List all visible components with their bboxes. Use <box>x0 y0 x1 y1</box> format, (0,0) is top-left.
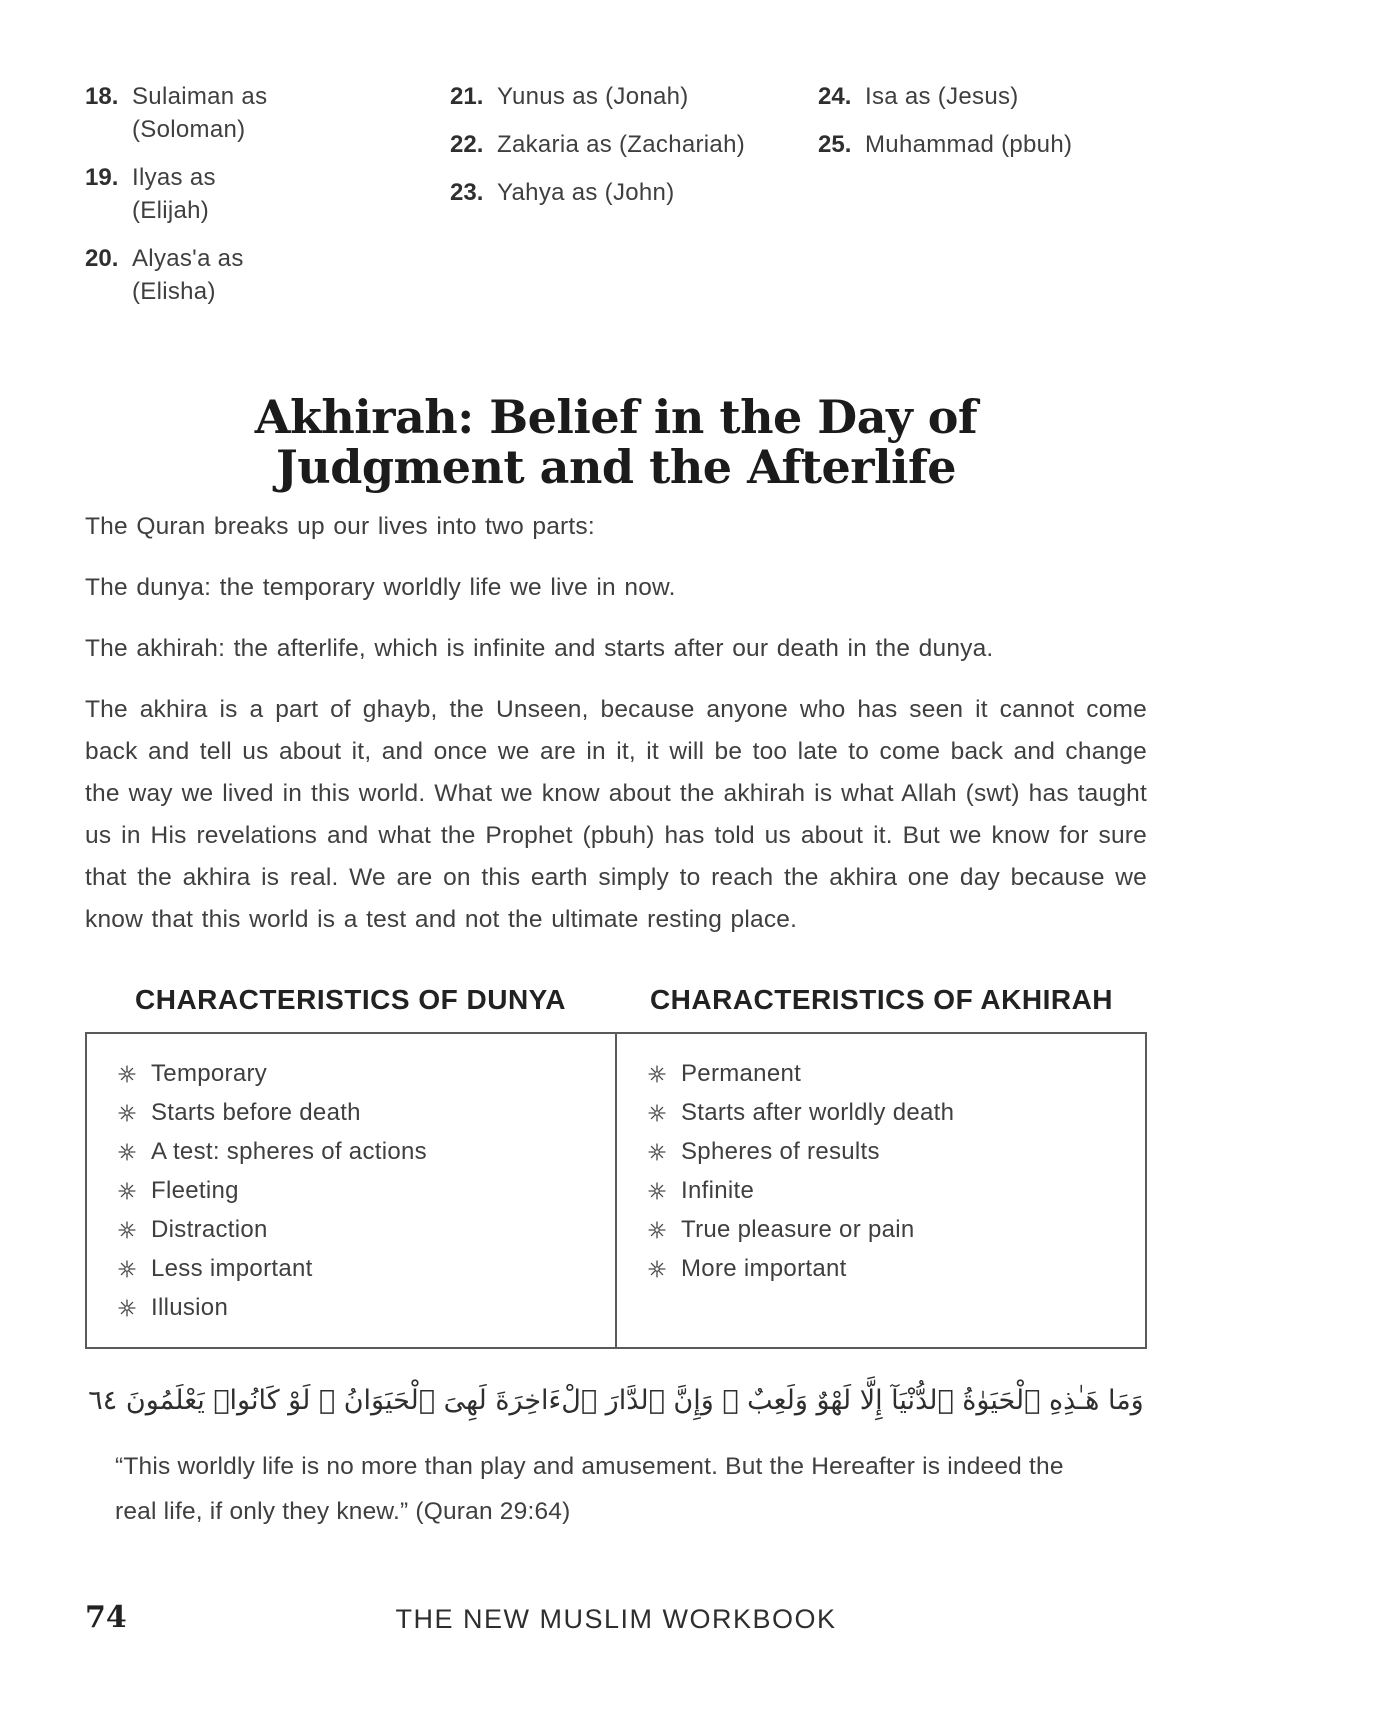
list-item <box>85 242 450 308</box>
characteristic-text: Starts before death <box>151 1099 361 1127</box>
list-item <box>450 176 818 209</box>
characteristic-item <box>117 1288 599 1327</box>
characteristic-item <box>117 1093 599 1132</box>
akhira-explanation-paragraph: The akhira is a part of ghayb, the Unseen, because anyone who has seen it cannot come back and tell us about it, and once we are in it, it will be too late to come back and change the way we lived in this world. What we know about the akhirah is what Allah (swt) has taught us in His revelations and what the Prophet (pbuh) has told us about it. But we know for sure that the akhira is real. We are on this earth simply to reach the akhira one day because we know that this world is a test and not the ultimate resting place. <box>85 696 1147 934</box>
page-title <box>85 390 1147 494</box>
snowflake-bullet-icon <box>647 1142 667 1162</box>
page-title-line-1: Akhirah: Belief in the Day of <box>254 390 978 444</box>
characteristic-item <box>647 1249 1129 1288</box>
prophets-column-2 <box>450 80 818 323</box>
characteristic-item <box>117 1249 599 1288</box>
prophets-column-3 <box>818 80 1147 323</box>
list-item <box>450 128 818 161</box>
list-item-text: Yunus as (Jonah) <box>497 83 689 110</box>
characteristic-text: Permanent <box>681 1060 802 1088</box>
quran-verse-translation: “This worldly life is no more than play and amusement. But the Hereafter is indeed the real life, if only they knew.” (Quran 29:64) <box>115 1453 1064 1526</box>
akhirah-column-header: CHARACTERISTICS OF AKHIRAH <box>649 984 1114 1016</box>
list-item-text: Alyas'a as (Elisha) <box>132 245 244 305</box>
characteristic-item <box>117 1132 599 1171</box>
characteristics-table <box>85 1032 1147 1349</box>
snowflake-bullet-icon <box>117 1142 137 1162</box>
characteristic-item <box>117 1054 599 1093</box>
list-item <box>450 80 818 113</box>
page-title-line-2: Judgment and the Afterlife <box>275 439 956 494</box>
list-item <box>85 161 450 227</box>
list-item-text: Zakaria as (Zachariah) <box>497 131 746 158</box>
list-item <box>85 80 450 146</box>
book-title: THE NEW MUSLIM WORKBOOK <box>395 1604 837 1634</box>
snowflake-bullet-icon <box>117 1220 137 1240</box>
snowflake-bullet-icon <box>647 1181 667 1201</box>
list-item-number: 24. <box>818 83 852 110</box>
list-item-text: Yahya as (John) <box>497 179 675 206</box>
prophets-list <box>85 80 1147 323</box>
page-number: 74 <box>85 1600 127 1635</box>
characteristic-text: Less important <box>151 1255 313 1283</box>
characteristic-text: A test: spheres of actions <box>151 1138 427 1166</box>
list-item-number: 19. <box>85 164 119 191</box>
snowflake-bullet-icon <box>117 1181 137 1201</box>
characteristic-item <box>647 1093 1129 1132</box>
list-item-text: Sulaiman as (Soloman) <box>132 83 268 143</box>
quran-verse-arabic: وَمَا هَـٰذِهِ ٱلْحَيَوٰةُ ٱلدُّنْيَآ إِلَّا لَهْوٌ وَلَعِبٌ ۚ وَإِنَّ ٱلدَّارَ ٱلْءَاخِرَةَ لَهِىَ ٱلْحَيَوَانُ ۚ لَوْ كَانُوا۟ يَعْلَمُونَ ٦٤ <box>88 1385 1144 1417</box>
characteristic-text: Starts after worldly death <box>681 1099 955 1127</box>
list-item-number: 20. <box>85 245 119 272</box>
characteristic-item <box>117 1171 599 1210</box>
characteristic-text: Infinite <box>681 1177 755 1205</box>
akhirah-definition-paragraph: The akhirah: the afterlife, which is infinite and starts after our death in the dunya. <box>85 635 994 663</box>
characteristic-item <box>647 1210 1129 1249</box>
list-item-number: 25. <box>818 131 852 158</box>
snowflake-bullet-icon <box>647 1220 667 1240</box>
snowflake-bullet-icon <box>117 1259 137 1279</box>
dunya-definition-paragraph: The dunya: the temporary worldly life we live in now. <box>85 574 676 602</box>
characteristic-text: More important <box>681 1255 847 1283</box>
characteristics-headers <box>85 984 1147 1032</box>
list-item <box>818 80 1147 113</box>
list-item-number: 21. <box>450 83 484 110</box>
dunya-items-cell <box>87 1034 615 1347</box>
list-item-number: 18. <box>85 83 119 110</box>
list-item <box>818 128 1147 161</box>
list-item-number: 22. <box>450 131 484 158</box>
characteristic-text: Temporary <box>151 1060 268 1088</box>
page-footer <box>85 1595 1147 1635</box>
characteristic-text: Distraction <box>151 1216 268 1244</box>
characteristic-item <box>647 1054 1129 1093</box>
intro-paragraph: The Quran breaks up our lives into two parts: <box>85 513 595 541</box>
prophets-column-1 <box>85 80 450 323</box>
characteristic-text: True pleasure or pain <box>681 1216 915 1244</box>
snowflake-bullet-icon <box>117 1298 137 1318</box>
snowflake-bullet-icon <box>647 1103 667 1123</box>
snowflake-bullet-icon <box>647 1259 667 1279</box>
list-item-text: Ilyas as (Elijah) <box>132 164 216 224</box>
characteristic-text: Spheres of results <box>681 1138 880 1166</box>
snowflake-bullet-icon <box>647 1064 667 1084</box>
characteristic-item <box>117 1210 599 1249</box>
akhirah-items-cell <box>615 1034 1145 1347</box>
characteristic-item <box>647 1171 1129 1210</box>
characteristic-text: Illusion <box>151 1294 229 1322</box>
list-item-text: Isa as (Jesus) <box>865 83 1019 110</box>
dunya-column-header: CHARACTERISTICS OF DUNYA <box>135 984 566 1016</box>
characteristic-text: Fleeting <box>151 1177 239 1205</box>
characteristic-item <box>647 1132 1129 1171</box>
snowflake-bullet-icon <box>117 1103 137 1123</box>
snowflake-bullet-icon <box>117 1064 137 1084</box>
list-item-number: 23. <box>450 179 484 206</box>
list-item-text: Muhammad (pbuh) <box>865 131 1073 158</box>
